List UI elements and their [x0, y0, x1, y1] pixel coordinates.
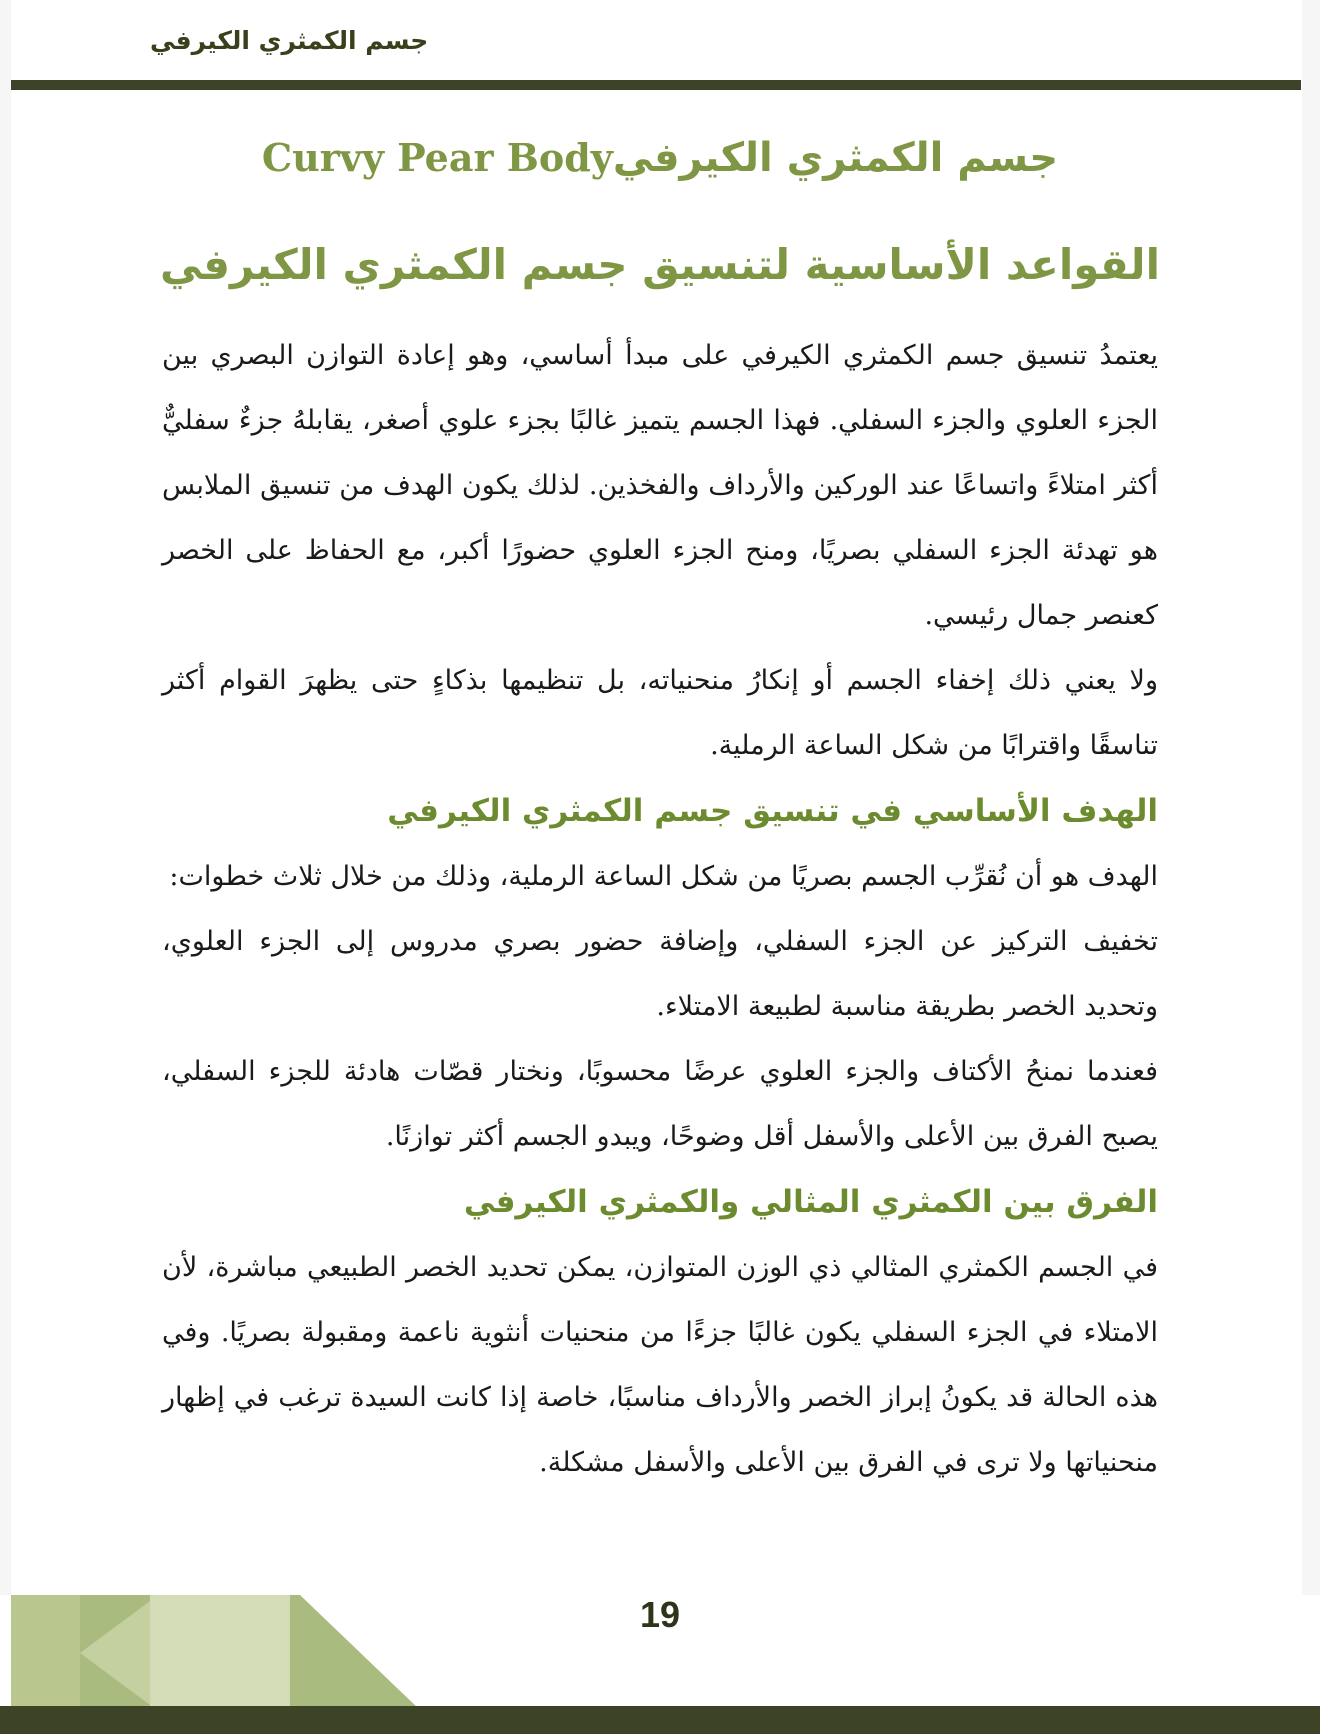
running-head: جسم الكمثري الكيرفي: [150, 26, 429, 55]
paragraph-intro: يعتمدُ تنسيق جسم الكمثري الكيرفي على مبدأ أساسي، وهو إعادة التوازن البصري بين الجزء العلوي والجزء السفلي. فهذا الجسم يتميز غالبًا بجزء علوي أصغر، يقابلهُ جزءٌ سفليٌّ أكثر امتلاءً واتساعًا عند الوركين والأرداف والفخذين. لذلك يكون الهدف من تنسيق الملابس هو تهدئة الجزء السفلي بصريًا، ومنح الجزء العلوي حضورًا أكبر، مع الحفاظ على الخصر كعنصر جمال رئيسي.: [162, 340, 1158, 631]
title-latin: Curvy Pear Body: [261, 135, 613, 180]
page-title: [0, 135, 1320, 181]
heading-difference: الفرق بين الكمثري المثالي والكمثري الكيرفي: [463, 1184, 1158, 1220]
body-text: [162, 323, 1158, 1495]
footer-rule: [0, 1706, 1320, 1734]
paragraph-difference: في الجسم الكمثري المثالي ذي الوزن المتوازن، يمكن تحديد الخصر الطبيعي مباشرة، لأن الامتلاء في الجزء السفلي يكون غالبًا جزءًا من منحنيات أنثوية ناعمة ومقبولة بصريًا. وفي هذه الحالة قد يكونُ إبراز الخصر والأرداف مناسبًا، خاصة إذا كانت السيدة ترغب في إظهار منحنياتها ولا ترى في الفرق بين الأعلى والأسفل مشكلة.: [162, 1252, 1158, 1478]
paragraph-goal: الهدف هو أن نُقرِّب الجسم بصريًا من شكل الساعة الرملية، وذلك من خلال ثلاث خطوات:: [169, 861, 1158, 892]
title-arabic: جسم الكمثري الكيرفي: [612, 135, 1059, 181]
page-number: 19: [639, 1594, 681, 1635]
paragraph-balance: فعندما نمنحُ الأكتاف والجزء العلوي عرضًا محسوبًا، ونختار قصّات هادئة للجزء السفلي، يصبح الفرق بين الأعلى والأسفل أقل وضوحًا، ويبدو الجسم أكثر توازنًا.: [162, 1056, 1158, 1152]
heading-goal: الهدف الأساسي في تنسيق جسم الكمثري الكيرفي: [387, 793, 1158, 829]
page-subtitle: القواعد الأساسية لتنسيق جسم الكمثري الكيرفي: [160, 240, 1160, 289]
paragraph-steps: تخفيف التركيز عن الجزء السفلي، وإضافة حضور بصري مدروس إلى الجزء العلوي، وتحديد الخصر بطريقة مناسبة لطبيعة الامتلاء.: [162, 926, 1158, 1022]
paragraph-not-hiding: ولا يعني ذلك إخفاء الجسم أو إنكارُ منحنياته، بل تنظيمها بذكاءٍ حتى يظهرَ القوام أكثر تناسقًا واقترابًا من شكل الساعة الرملية.: [162, 665, 1158, 761]
header-rule: [11, 80, 1301, 90]
